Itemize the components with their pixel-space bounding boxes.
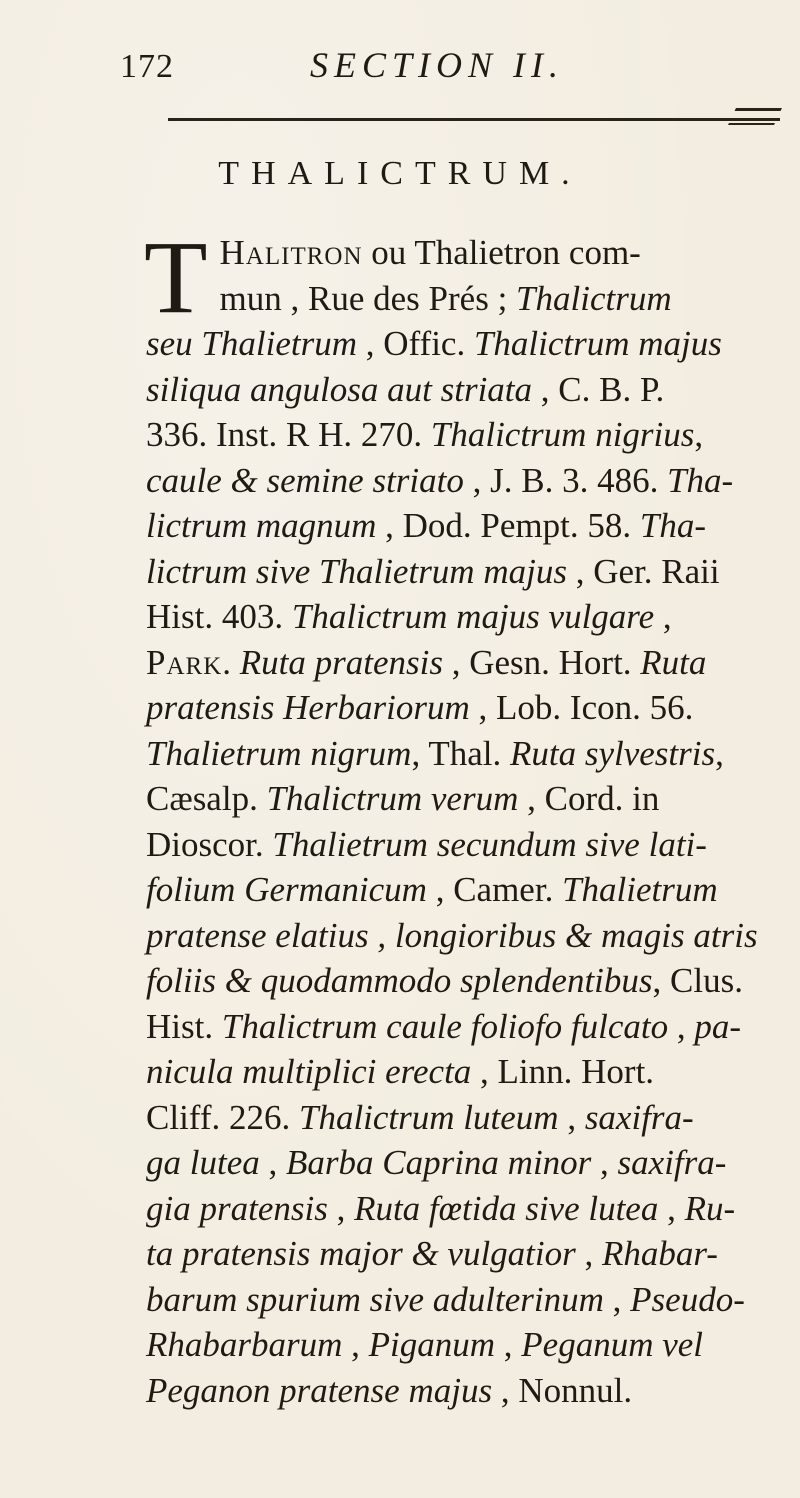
text-run: , Nonnul.	[492, 1370, 633, 1410]
text-run: ,	[658, 1188, 685, 1228]
text-run: , Lob. Icon. 56.	[469, 688, 694, 727]
text-run: Thalietrum nigrum	[146, 733, 412, 773]
text-run: , Linn. Hort.	[471, 1052, 655, 1091]
entry-headword: THALICTRUM.	[218, 155, 582, 192]
text-line	[146, 458, 786, 504]
text-run: pa-	[694, 1006, 741, 1046]
text-line	[146, 321, 786, 367]
text-run: caule & semine striato	[146, 460, 464, 500]
text-run: ,	[668, 1006, 695, 1046]
text-run: Thalictrum caule foliofo fulcato	[221, 1006, 669, 1046]
text-run: , Thal.	[411, 733, 510, 773]
text-run: lictrum magnum	[146, 506, 377, 545]
text-run: ,	[259, 1143, 286, 1182]
text-run: , C. B. P.	[532, 369, 665, 409]
text-run: Halitron	[219, 233, 363, 272]
text-line	[146, 822, 786, 868]
entry-text	[144, 220, 786, 1413]
text-run: nicula multiplici erecta	[146, 1052, 472, 1091]
text-run: Tha-	[667, 460, 734, 500]
text-run: Ruta pratensis	[239, 642, 443, 682]
text-run: Rhabar-	[602, 1234, 718, 1273]
text-run: ,	[495, 1325, 522, 1364]
text-line	[146, 594, 786, 640]
text-run: gia pratensis	[146, 1188, 328, 1228]
text-run: lictrum sive Thalietrum majus	[146, 551, 567, 591]
text-run: ou Thalietron com-	[362, 233, 641, 272]
text-line	[146, 1095, 786, 1141]
page-number: 172	[120, 48, 174, 85]
text-run: Ru-	[684, 1188, 736, 1228]
text-run: Peganon pratense majus	[146, 1370, 493, 1410]
text-run: siliqua angulosa aut striata	[146, 369, 533, 409]
text-line	[146, 1004, 786, 1050]
text-run: saxifra-	[617, 1143, 727, 1182]
text-run: Ruta sylvestris	[509, 733, 716, 773]
text-run: ,	[575, 1234, 602, 1273]
text-line	[146, 1322, 786, 1368]
text-run: Rhabarbarum	[146, 1325, 343, 1364]
drop-cap: T	[144, 220, 208, 335]
text-line	[146, 1231, 786, 1277]
text-run: barum spurium sive adulterinum	[146, 1279, 604, 1319]
text-run: ,	[327, 1188, 355, 1228]
text-run: Barba Caprina minor	[285, 1143, 592, 1182]
text-run: ,	[603, 1279, 631, 1319]
text-run: , Offic.	[356, 324, 474, 363]
text-line	[146, 1049, 786, 1095]
text-run: .	[222, 642, 240, 682]
text-run: Thalictrum nigrius	[430, 415, 695, 454]
text-line	[146, 1368, 786, 1414]
text-run: 336. Inst. R H. 270.	[146, 415, 431, 454]
text-run: Thalictrum	[516, 278, 672, 318]
text-run: ta pratensis major & vulgatior	[146, 1234, 576, 1273]
text-run: Ruta fœtida sive lutea	[354, 1188, 659, 1228]
text-run: , Dod. Pempt. 58.	[376, 506, 640, 545]
text-run: ,	[715, 733, 724, 773]
text-line	[146, 731, 786, 777]
text-run: pratense elatius , longioribus & magis atris	[146, 915, 758, 955]
text-line	[146, 230, 786, 276]
text-run: ga lutea	[146, 1143, 260, 1182]
text-line	[146, 685, 786, 731]
text-run: Peganum vel	[521, 1325, 704, 1364]
text-run: , Gesn. Hort.	[442, 642, 641, 682]
text-run: , Camer.	[426, 870, 563, 909]
text-run: ,	[591, 1143, 618, 1182]
text-run: mun , Rue des Prés ;	[219, 278, 517, 318]
text-line	[146, 913, 786, 959]
text-run: seu Thalietrum	[146, 324, 357, 363]
text-line	[146, 1186, 786, 1232]
text-run: Dioscor.	[146, 824, 273, 864]
text-run: folium Germanicum	[146, 870, 427, 909]
text-run: Ruta	[640, 642, 707, 682]
text-run: pratensis Herbariorum	[146, 688, 470, 727]
text-line	[146, 776, 786, 822]
text-line	[146, 503, 786, 549]
text-run: Thalictrum majus	[473, 324, 722, 363]
text-line	[146, 1277, 786, 1323]
text-run: ,	[694, 415, 704, 454]
rule-ornament	[728, 108, 782, 125]
text-run: Park	[146, 642, 223, 682]
text-line	[146, 367, 786, 413]
text-run: Hist.	[146, 1006, 222, 1046]
text-line	[146, 958, 786, 1004]
text-run: Tha-	[639, 506, 707, 545]
text-run: ,	[558, 1097, 585, 1137]
text-line	[146, 549, 786, 595]
text-run: Piganum	[368, 1325, 496, 1364]
text-run: foliis & quodammodo splendentibus	[146, 961, 653, 1000]
text-line	[146, 412, 786, 458]
text-run: Thalictrum majus vulgare	[291, 597, 655, 636]
text-line	[146, 867, 786, 913]
text-run: ,	[654, 597, 672, 636]
text-run: , J. B. 3. 486.	[463, 460, 668, 500]
text-run: Thalietrum secundum sive lati-	[272, 824, 707, 864]
text-run: saxifra-	[584, 1097, 694, 1137]
text-line	[146, 1140, 786, 1186]
text-run: Pseudo-	[630, 1279, 745, 1319]
text-run: Thalictrum luteum	[298, 1097, 559, 1137]
running-head	[0, 42, 800, 102]
text-line	[146, 640, 786, 686]
text-run: Hist. 403.	[146, 597, 292, 636]
text-run: , Cord. in	[518, 779, 660, 818]
text-line	[146, 276, 786, 322]
text-run: Cliff. 226.	[146, 1097, 299, 1137]
section-title: SECTION II.	[310, 45, 564, 85]
text-run: Thalietrum	[562, 870, 718, 909]
text-run: , Clus.	[652, 961, 743, 1000]
text-run: Cæsalp.	[146, 779, 267, 818]
text-run: ,	[342, 1325, 369, 1364]
entry-lines	[144, 220, 786, 1413]
text-run: , Ger. Raii	[566, 551, 720, 591]
header-rule	[168, 118, 780, 121]
text-run: Thalictrum verum	[266, 779, 519, 818]
